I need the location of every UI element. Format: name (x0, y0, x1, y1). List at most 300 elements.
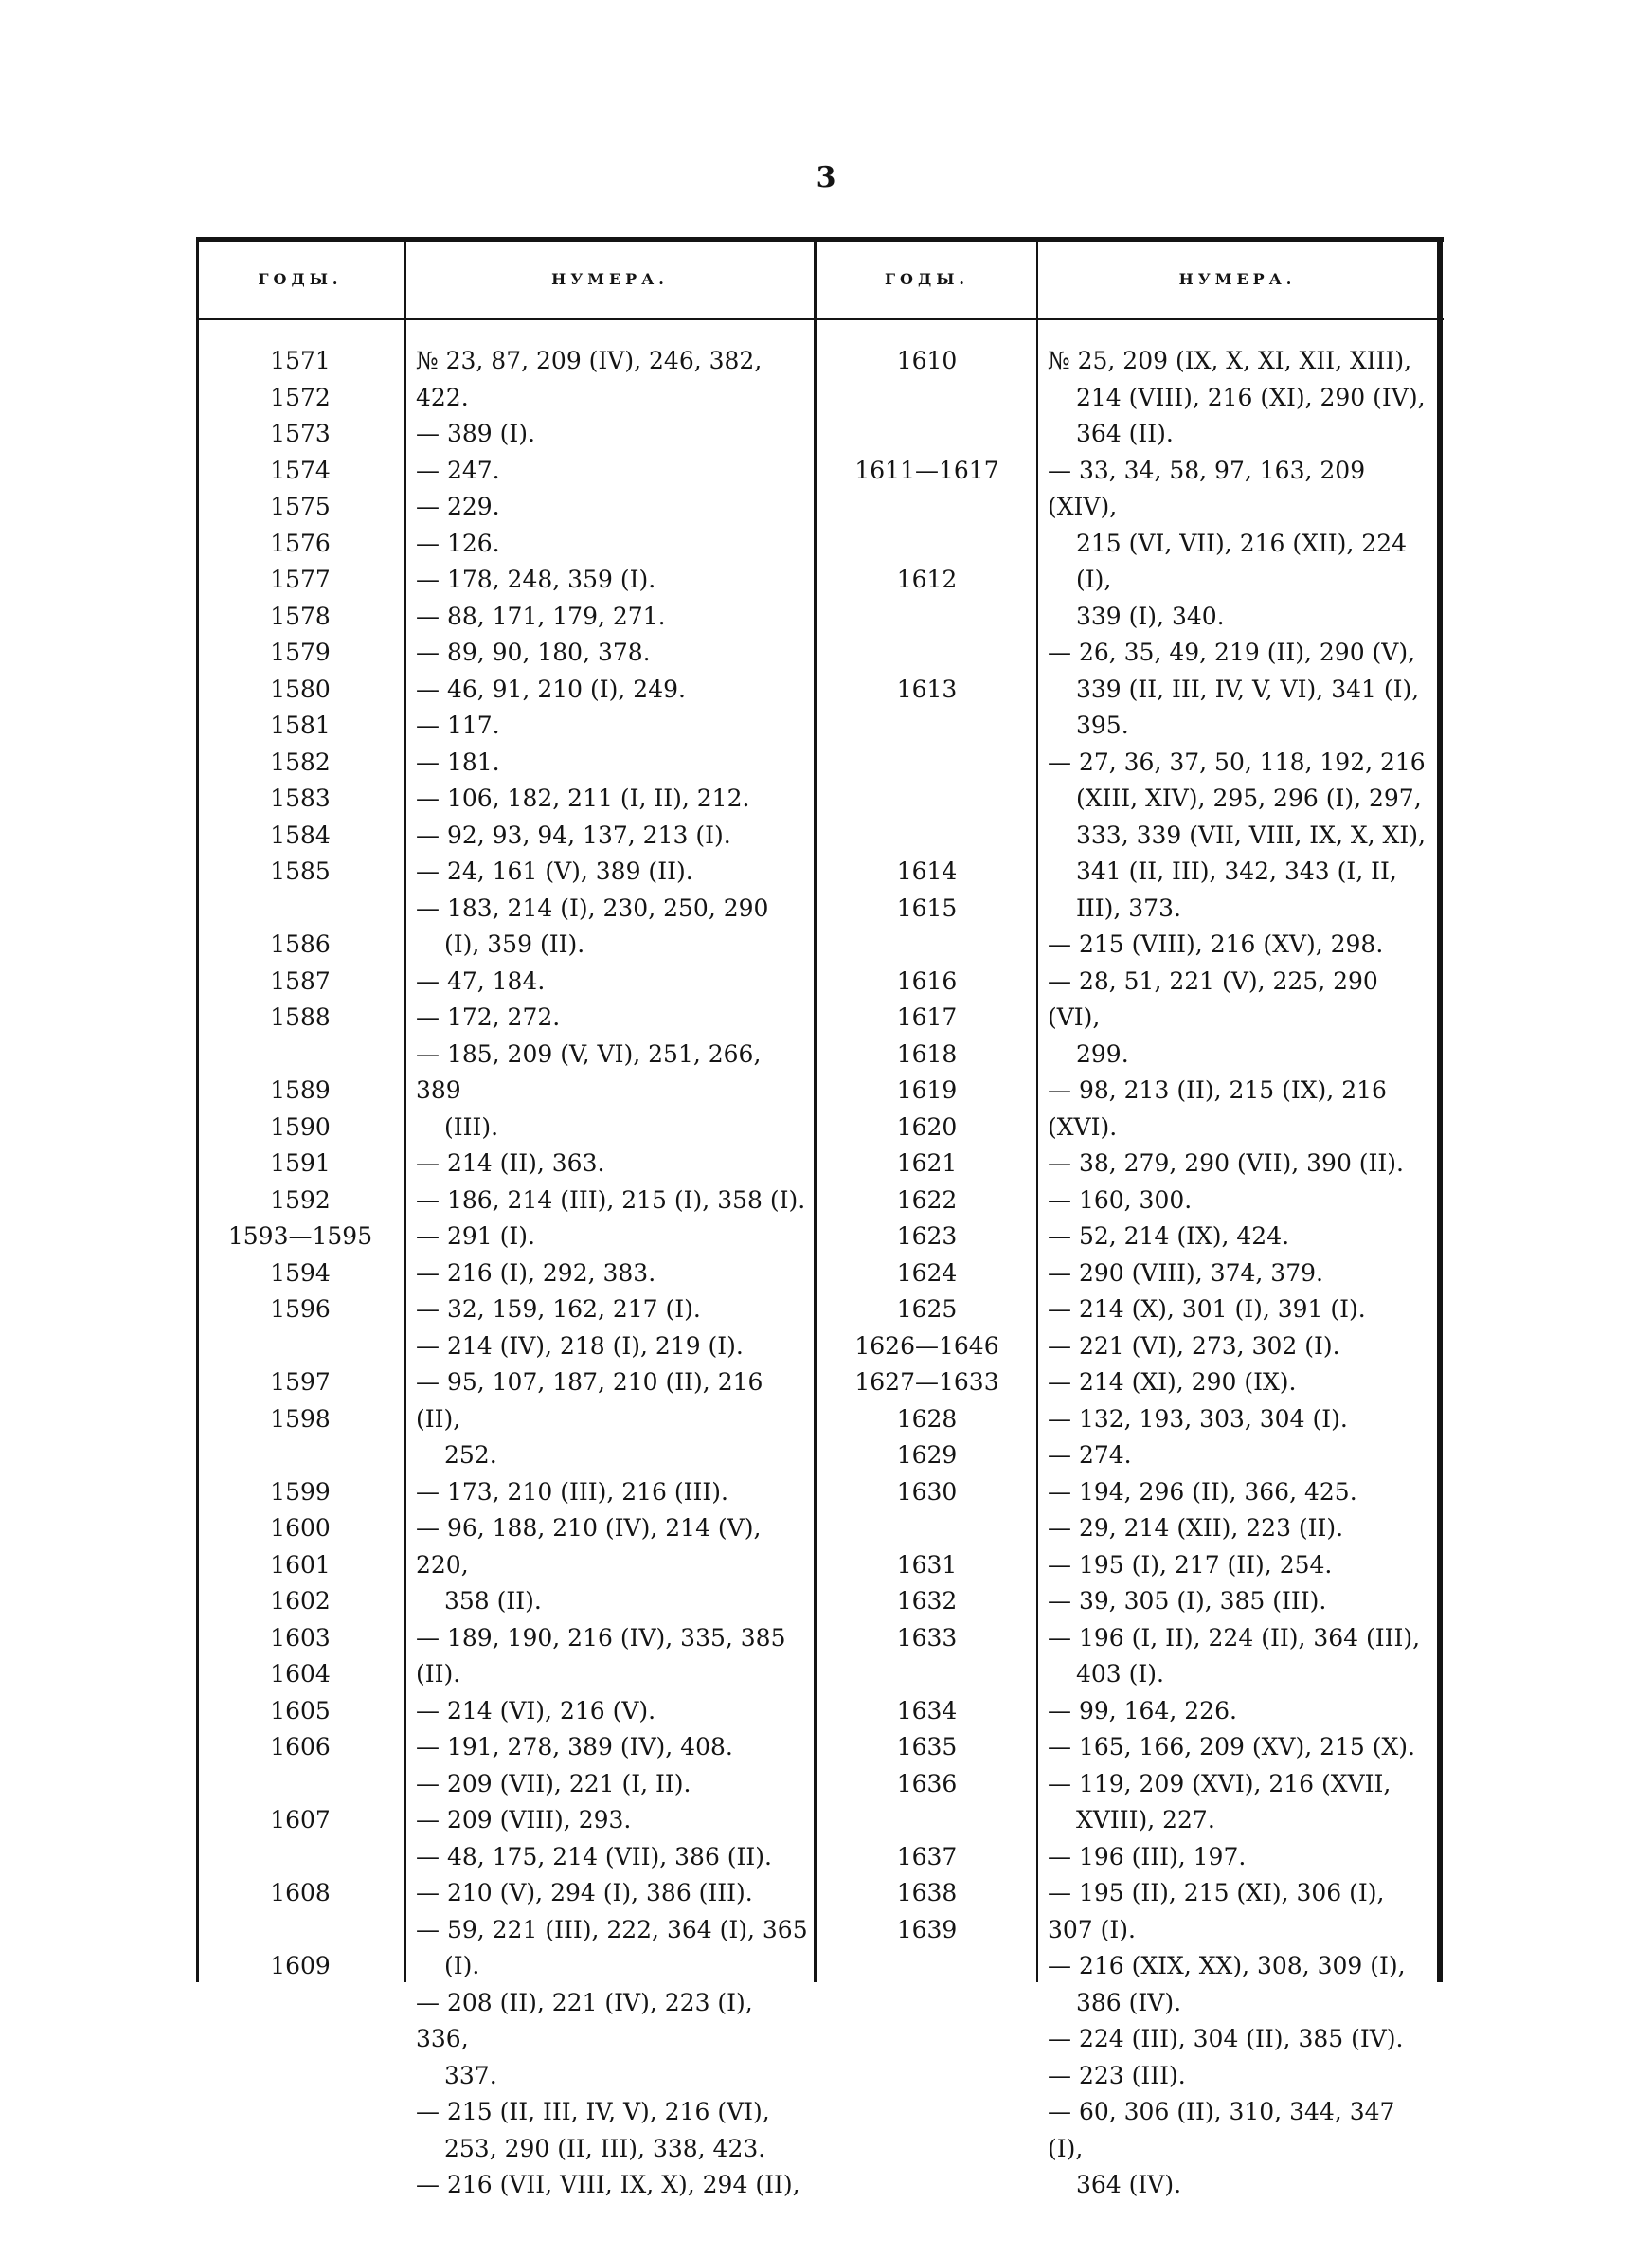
year-cell (817, 453, 1036, 563)
numbers-line: 358 (II). (444, 1587, 542, 1615)
page-number: 3 (816, 161, 836, 194)
year-cell (196, 708, 404, 745)
year-cell (196, 1146, 404, 1183)
year-cell (196, 818, 404, 855)
year-label: 1589 (270, 1076, 331, 1104)
numbers-line: — 29, 214 (XII), 223 (II). (1048, 1514, 1344, 1542)
numbers-line: — 28, 51, 221 (V), 225, 290 (VI), (1048, 966, 1378, 1031)
numbers-line: — 195 (II), 215 (XI), 306 (I), 307 (I). (1048, 1879, 1385, 1943)
numbers-line: 386 (IV). (1076, 1988, 1182, 2016)
numbers-cell (416, 818, 812, 855)
year-cell (196, 562, 404, 599)
year-cell (196, 1948, 404, 1985)
year-cell (196, 1255, 404, 1292)
numbers-cell (416, 781, 812, 818)
numbers-cell (1048, 1255, 1434, 1292)
year-cell (196, 1183, 404, 1219)
year-cell (196, 380, 404, 417)
year-label: 1586 (270, 930, 331, 958)
numbers-cell (1048, 1839, 1434, 1876)
numbers-line: — 195 (I), 217 (II), 254. (1048, 1550, 1333, 1579)
year-label: 1632 (896, 1587, 958, 1615)
year-cell (196, 526, 404, 563)
numbers-cell (1048, 1219, 1434, 1255)
numbers-cell (1048, 1437, 1434, 1474)
numbers-cell (1048, 1620, 1434, 1693)
year-label: 1603 (270, 1623, 331, 1652)
year-cell (196, 1802, 404, 1875)
table-top-rule (196, 237, 1444, 242)
numbers-line: — 229. (416, 493, 500, 520)
numbers-cell (1048, 2058, 1434, 2095)
numbers-cell (416, 1510, 812, 1620)
year-label: 1605 (270, 1696, 331, 1724)
year-label: 1600 (270, 1514, 331, 1542)
numbers-line: III), 373. (1076, 894, 1181, 922)
numbers-line: (XIII, XIV), 295, 296 (I), 297, (1076, 785, 1422, 812)
year-label: 1620 (896, 1112, 958, 1141)
year-cell (817, 1328, 1036, 1365)
year-label: 1588 (270, 1003, 331, 1031)
year-cell (196, 1401, 404, 1474)
year-label: 1614 (896, 858, 958, 885)
numbers-line: 333, 339 (VII, VIII, IX, X, XI), (1076, 821, 1426, 849)
year-cell (817, 1183, 1036, 1219)
year-label: 1608 (270, 1879, 331, 1906)
year-label: 1609 (270, 1952, 331, 1979)
year-label: 1607 (270, 1806, 331, 1833)
numbers-line: — 291 (I). (416, 1222, 535, 1250)
numbers-line: — 209 (VIII), 293. (416, 1806, 632, 1833)
year-label: 1610 (896, 347, 958, 374)
numbers-line: (I), 359 (II). (444, 930, 585, 958)
year-cell (817, 1839, 1036, 1876)
year-label: 1615 (896, 894, 958, 922)
year-cell (196, 1219, 404, 1255)
year-cell (196, 1656, 404, 1693)
numbers-line: — 178, 248, 359 (I). (416, 566, 656, 593)
year-cell (817, 1401, 1036, 1438)
year-cell (196, 599, 404, 636)
year-cell (817, 1766, 1036, 1839)
numbers-line: — 216 (VII, VIII, IX, X), 294 (II), (416, 2171, 800, 2198)
numbers-cell (416, 562, 812, 599)
numbers-cell (1048, 927, 1434, 964)
year-label: 1613 (896, 675, 958, 703)
year-cell (196, 745, 404, 782)
year-label: 1619 (896, 1076, 958, 1104)
numbers-line: 337. (444, 2061, 497, 2089)
numbers-line: — 173, 210 (III), 216 (III). (416, 1477, 728, 1506)
year-label: 1578 (270, 602, 331, 630)
numbers-line: — 88, 171, 179, 271. (416, 602, 666, 630)
numbers-cell (416, 1474, 812, 1511)
numbers-line: 341 (II, III), 342, 343 (I, II, (1076, 858, 1397, 885)
numbers-line: 299. (1076, 1039, 1129, 1068)
numbers-line: — 99, 164, 226. (1048, 1696, 1237, 1724)
year-cell (196, 1729, 404, 1802)
numbers-line: 253, 290 (II, III), 338, 423. (444, 2134, 766, 2162)
numbers-line: — 247. (416, 456, 500, 484)
numbers-line: — 60, 306 (II), 310, 344, 347 (I), (1048, 2098, 1395, 2162)
numbers-cell (1048, 1766, 1434, 1839)
year-cell (196, 1875, 404, 1948)
numbers-cell (416, 1219, 812, 1255)
numbers-cell (1048, 343, 1434, 453)
numbers-cell (1048, 635, 1434, 745)
year-cell (196, 1620, 404, 1657)
year-label: 1575 (270, 493, 331, 520)
year-label: 1623 (896, 1222, 958, 1250)
year-cell (196, 1364, 404, 1401)
numbers-cell (416, 1364, 812, 1474)
numbers-cell (416, 1912, 812, 1985)
year-cell (196, 1000, 404, 1073)
numbers-cell (1048, 1291, 1434, 1328)
year-cell (817, 1693, 1036, 1730)
right-column-divider (1036, 237, 1038, 1982)
year-label: 1618 (896, 1039, 958, 1068)
numbers-cell (1048, 1693, 1434, 1730)
numbers-line: — 196 (III), 197. (1048, 1842, 1247, 1870)
year-label: 1597 (270, 1368, 331, 1396)
numbers-line: — 33, 34, 58, 97, 163, 209 (XIV), (1048, 456, 1366, 520)
year-cell (817, 1437, 1036, 1474)
year-label: 1636 (896, 1769, 958, 1797)
year-label: 1580 (270, 675, 331, 703)
year-cell (817, 1620, 1036, 1693)
left-column-divider (404, 237, 406, 1982)
year-cell (817, 1000, 1036, 1037)
numbers-line: 364 (IV). (1076, 2171, 1182, 2198)
numbers-cell (416, 1802, 812, 1839)
numbers-cell (1048, 453, 1434, 636)
numbers-cell (416, 1985, 812, 2095)
year-cell (817, 1547, 1036, 1584)
year-label: 1634 (896, 1696, 958, 1724)
year-cell (196, 781, 404, 818)
numbers-line: — 214 (XI), 290 (IX). (1048, 1368, 1297, 1396)
numbers-line: 214 (VIII), 216 (XI), 290 (IV), (1076, 383, 1426, 411)
numbers-line: (III). (444, 1112, 499, 1141)
year-label: 1591 (270, 1149, 331, 1177)
numbers-line: — 221 (VI), 273, 302 (I). (1048, 1331, 1340, 1360)
numbers-cell (416, 1693, 812, 1730)
year-label: 1638 (896, 1879, 958, 1906)
numbers-line: — 47, 184. (416, 966, 546, 995)
numbers-cell (416, 1291, 812, 1328)
year-cell (817, 1146, 1036, 1183)
numbers-line: — 39, 305 (I), 385 (III). (1048, 1587, 1327, 1615)
year-label: 1633 (896, 1623, 958, 1652)
numbers-line: — 59, 221 (III), 222, 364 (I), 365 (416, 1915, 808, 1943)
numbers-line: 395. (1076, 712, 1129, 739)
numbers-line: — 224 (III), 304 (II), 385 (IV). (1048, 2025, 1404, 2052)
year-label: 1637 (896, 1842, 958, 1870)
numbers-line: — 214 (X), 301 (I), 391 (I). (1048, 1295, 1366, 1323)
numbers-line: XVIII), 227. (1076, 1806, 1215, 1833)
numbers-cell (1048, 1510, 1434, 1547)
numbers-cell (1048, 1474, 1434, 1511)
years-header-right: ГОДЫ. (884, 270, 969, 288)
numbers-line: 364 (II). (1076, 420, 1174, 447)
numbers-cell (1048, 2094, 1434, 2204)
year-cell (196, 635, 404, 672)
year-label: 1579 (270, 639, 331, 666)
year-cell (817, 1073, 1036, 1110)
numbers-cell (1048, 1328, 1434, 1365)
year-cell (817, 1110, 1036, 1147)
year-label: 1577 (270, 566, 331, 593)
year-cell (817, 1912, 1036, 1985)
year-label: 1635 (896, 1733, 958, 1760)
year-cell (196, 1583, 404, 1620)
numbers-cell (1048, 1948, 1434, 2021)
numbers-line: — 196 (I, II), 224 (II), 364 (III), (1048, 1623, 1421, 1652)
year-cell (817, 1583, 1036, 1620)
year-label: 1612 (896, 566, 958, 593)
year-label: 1601 (270, 1550, 331, 1579)
numbers-line: — 160, 300. (1048, 1185, 1193, 1214)
year-cell (196, 964, 404, 1001)
numbers-line: 215 (VI, VII), 216 (XII), 224 (I), (1076, 529, 1408, 593)
numbers-cell (416, 2094, 812, 2167)
numbers-cell (416, 745, 812, 782)
year-label: 1572 (270, 383, 331, 411)
header-rule (196, 318, 1444, 320)
numbers-cell (416, 964, 812, 1001)
year-label: 1576 (270, 529, 331, 557)
numbers-line: 403 (I). (1076, 1660, 1164, 1688)
year-label: 1593—1595 (227, 1222, 373, 1250)
year-label: 1627—1633 (854, 1368, 999, 1396)
year-cell (817, 1037, 1036, 1074)
numbers-line: — 119, 209 (XVI), 216 (XVII, (1048, 1769, 1392, 1797)
numbers-header-left: НУМЕРА. (551, 270, 669, 288)
numbers-cell (416, 526, 812, 563)
numbers-cell (416, 635, 812, 672)
numbers-line: — 215 (VIII), 216 (XV), 298. (1048, 930, 1384, 958)
numbers-cell (1048, 1146, 1434, 1183)
numbers-line: — 27, 36, 37, 50, 118, 192, 216 (1048, 748, 1426, 776)
year-cell (196, 416, 404, 453)
year-cell (817, 1875, 1036, 1912)
index-table (196, 237, 1444, 2198)
year-label: 1587 (270, 966, 331, 995)
year-cell (817, 562, 1036, 672)
year-cell (196, 1474, 404, 1511)
numbers-line: — 216 (XIX, XX), 308, 309 (I), (1048, 1952, 1406, 1979)
numbers-cell (1048, 745, 1434, 928)
numbers-line: — 24, 161 (V), 389 (II). (416, 858, 693, 885)
year-label: 1599 (270, 1477, 331, 1506)
numbers-line: 339 (II, III, IV, V, VI), 341 (I), (1076, 675, 1420, 703)
numbers-line: — 185, 209 (V, VI), 251, 266, 389 (416, 1039, 762, 1104)
numbers-cell (416, 1729, 812, 1766)
numbers-header-right: НУМЕРА. (1178, 270, 1297, 288)
year-cell (196, 1547, 404, 1584)
numbers-line: — 186, 214 (III), 215 (I), 358 (I). (416, 1185, 806, 1214)
year-label: 1622 (896, 1185, 958, 1214)
numbers-column-left (416, 343, 812, 2204)
year-cell (196, 453, 404, 490)
numbers-line: — 48, 175, 214 (VII), 386 (II). (416, 1842, 773, 1870)
numbers-cell (416, 891, 812, 964)
numbers-line: № 23, 87, 209 (IV), 246, 382, 422. (416, 347, 763, 411)
year-label: 1639 (896, 1915, 958, 1943)
year-cell (196, 489, 404, 526)
numbers-cell (416, 1328, 812, 1365)
numbers-cell (416, 708, 812, 745)
numbers-cell (1048, 1364, 1434, 1401)
year-cell (196, 343, 404, 380)
numbers-line: — 214 (II), 363. (416, 1149, 605, 1177)
numbers-cell (416, 2167, 812, 2204)
year-label: 1592 (270, 1185, 331, 1214)
numbers-cell (1048, 1073, 1434, 1146)
numbers-line: № 25, 209 (IX, X, XI, XII, XIII), (1048, 347, 1412, 374)
numbers-line: 252. (444, 1441, 497, 1469)
year-cell (196, 1510, 404, 1547)
numbers-line: — 32, 159, 162, 217 (I). (416, 1295, 701, 1323)
numbers-line: — 26, 35, 49, 219 (II), 290 (V), (1048, 639, 1416, 666)
numbers-cell (416, 1875, 812, 1912)
year-label: 1574 (270, 456, 331, 484)
numbers-cell (416, 1183, 812, 1219)
year-label: 1606 (270, 1733, 331, 1760)
numbers-cell (1048, 1183, 1434, 1219)
numbers-line: — 194, 296 (II), 366, 425. (1048, 1477, 1357, 1506)
numbers-line: — 96, 188, 210 (IV), 214 (V), 220, (416, 1514, 762, 1579)
numbers-line: — 98, 213 (II), 215 (IX), 216 (XVI). (1048, 1076, 1387, 1141)
year-label: 1629 (896, 1441, 958, 1469)
numbers-line: — 126. (416, 529, 500, 557)
numbers-cell (1048, 1583, 1434, 1620)
numbers-cell (1048, 1729, 1434, 1766)
numbers-line: — 38, 279, 290 (VII), 390 (II). (1048, 1149, 1405, 1177)
numbers-cell (416, 453, 812, 490)
year-cell (817, 964, 1036, 1001)
year-cell (196, 1110, 404, 1147)
numbers-line: — 95, 107, 187, 210 (II), 216 (II), (416, 1368, 763, 1433)
numbers-cell (416, 1620, 812, 1693)
year-label: 1602 (270, 1587, 331, 1615)
year-label: 1617 (896, 1003, 958, 1031)
year-cell (817, 1474, 1036, 1547)
year-label: 1590 (270, 1112, 331, 1141)
numbers-line: — 215 (II, III, IV, V), 216 (VI), (416, 2098, 770, 2125)
year-label: 1630 (896, 1477, 958, 1506)
year-label: 1616 (896, 966, 958, 995)
numbers-cell (1048, 2021, 1434, 2058)
numbers-cell (1048, 964, 1434, 1074)
numbers-cell (1048, 1875, 1434, 1948)
year-label: 1625 (896, 1295, 958, 1323)
right-border (1437, 237, 1443, 1982)
year-label: 1571 (270, 347, 331, 374)
year-cell (817, 1291, 1036, 1328)
numbers-line: — 223 (III). (1048, 2061, 1186, 2089)
numbers-cell (416, 1037, 812, 1147)
numbers-line: — 389 (I). (416, 420, 535, 447)
year-cell (817, 1364, 1036, 1401)
numbers-cell (1048, 1401, 1434, 1438)
numbers-cell (416, 854, 812, 891)
numbers-cell (416, 1146, 812, 1183)
numbers-line: — 214 (VI), 216 (V). (416, 1696, 656, 1724)
year-label: 1596 (270, 1295, 331, 1323)
year-cell (196, 1693, 404, 1730)
numbers-line: — 92, 93, 94, 137, 213 (I). (416, 821, 731, 849)
year-label: 1584 (270, 821, 331, 849)
year-cell (817, 1219, 1036, 1255)
numbers-cell (416, 1839, 812, 1876)
numbers-line: 339 (I), 340. (1076, 602, 1225, 630)
numbers-cell (416, 416, 812, 453)
numbers-line: — 274. (1048, 1441, 1132, 1469)
numbers-line: — 165, 166, 209 (XV), 215 (X). (1048, 1733, 1416, 1760)
year-cell (817, 891, 1036, 964)
year-label: 1621 (896, 1149, 958, 1177)
numbers-cell (416, 489, 812, 526)
numbers-cell (416, 343, 812, 416)
year-label: 1611—1617 (854, 456, 999, 484)
year-cell (196, 854, 404, 927)
numbers-line: — 181. (416, 748, 500, 776)
numbers-line: — 189, 190, 216 (IV), 335, 385 (II). (416, 1623, 786, 1688)
year-cell (817, 672, 1036, 855)
numbers-cell (416, 672, 812, 709)
numbers-line: — 89, 90, 180, 378. (416, 639, 651, 666)
year-label: 1598 (270, 1404, 331, 1433)
numbers-line: — 46, 91, 210 (I), 249. (416, 675, 686, 703)
numbers-line: — 210 (V), 294 (I), 386 (III). (416, 1879, 753, 1906)
numbers-line: — 209 (VII), 221 (I, II). (416, 1769, 691, 1797)
numbers-line: — 132, 193, 303, 304 (I). (1048, 1404, 1348, 1433)
year-cell (196, 1073, 404, 1110)
numbers-line: — 183, 214 (I), 230, 250, 290 (416, 894, 769, 922)
numbers-line: — 172, 272. (416, 1003, 561, 1031)
year-label: 1594 (270, 1258, 331, 1287)
year-cell (196, 672, 404, 709)
numbers-cell (416, 1255, 812, 1292)
year-label: 1585 (270, 858, 331, 885)
numbers-line: — 117. (416, 712, 500, 739)
numbers-line: — 290 (VIII), 374, 379. (1048, 1258, 1323, 1287)
year-label: 1581 (270, 712, 331, 739)
numbers-line: (I). (444, 1952, 480, 1979)
years-column-left (196, 343, 404, 1985)
numbers-line: — 191, 278, 389 (IV), 408. (416, 1733, 733, 1760)
numbers-cell (1048, 1547, 1434, 1584)
numbers-line: — 208 (II), 221 (IV), 223 (I), 336, (416, 1988, 753, 2052)
numbers-line: — 106, 182, 211 (I, II), 212. (416, 785, 750, 812)
year-cell (196, 1291, 404, 1364)
year-label: 1583 (270, 785, 331, 812)
year-label: 1626—1646 (854, 1331, 999, 1360)
numbers-line: — 216 (I), 292, 383. (416, 1258, 656, 1287)
year-cell (817, 854, 1036, 891)
year-label: 1604 (270, 1660, 331, 1688)
year-cell (817, 1729, 1036, 1766)
years-header-left: ГОДЫ. (258, 270, 343, 288)
numbers-cell (416, 1766, 812, 1803)
numbers-column-right (1048, 343, 1434, 2204)
year-label: 1582 (270, 748, 331, 776)
year-label: 1624 (896, 1258, 958, 1287)
year-cell (817, 1255, 1036, 1292)
year-cell (817, 343, 1036, 453)
